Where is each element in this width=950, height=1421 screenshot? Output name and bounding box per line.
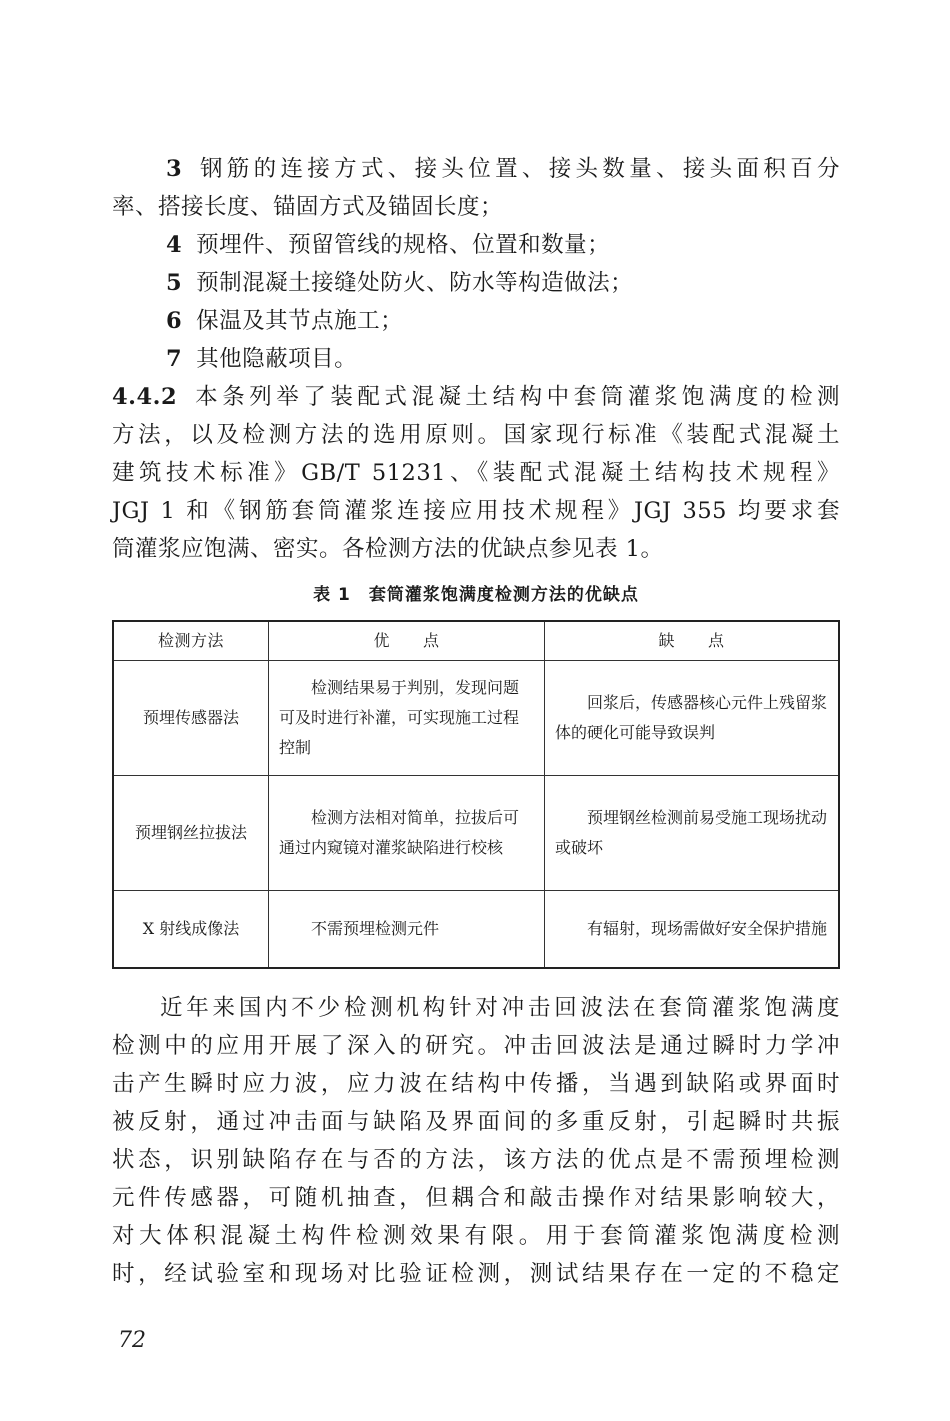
column-header: 缺 点	[545, 621, 840, 661]
list-item	[112, 264, 840, 302]
table-row	[113, 776, 839, 891]
item-number: 4	[166, 232, 183, 258]
item-text: 预制混凝土接缝处防火、防水等构造做法；	[196, 270, 634, 296]
paragraph-line: 状态，识别缺陷存在与否的方法，该方法的优点是不需预埋检测	[112, 1147, 840, 1173]
section-line: JGJ 1 和《钢筋套筒灌浆连接应用技术规程》JGJ 355 均要求套	[112, 498, 840, 524]
pros-cell: 不需预埋检测元件	[269, 891, 545, 969]
column-header: 检测方法	[113, 621, 269, 661]
item-text: 其他隐蔽项目。	[196, 346, 358, 372]
method-cell: X 射线成像法	[113, 891, 269, 969]
table-caption-title: 套筒灌浆饱满度检测方法的优缺点	[368, 585, 639, 605]
list-item	[112, 150, 840, 188]
cons-cell: 回浆后，传感器核心元件上残留浆体的硬化可能导致误判	[545, 661, 840, 776]
column-header: 优 点	[269, 621, 545, 661]
section-4-4-2	[112, 378, 840, 568]
item-number: 7	[166, 346, 183, 372]
item-text: 保温及其节点施工；	[196, 308, 404, 334]
section-number: 4.4.2	[112, 384, 178, 410]
item-list	[112, 150, 840, 378]
list-item	[112, 340, 840, 378]
table-caption	[112, 580, 840, 610]
item-number: 5	[166, 270, 183, 296]
method-cell: 预埋钢丝拉拔法	[113, 776, 269, 891]
section-line: 筒灌浆应饱满、密实。各检测方法的优缺点参见表 1。	[112, 536, 664, 562]
section-line: 建筑技术标准》GB/T 51231、《装配式混凝土结构技术规程》	[112, 460, 840, 486]
paragraph-line: 检测中的应用开展了深入的研究。冲击回波法是通过瞬时力学冲	[112, 1033, 840, 1059]
table-header-row	[113, 621, 839, 661]
cons-cell: 预埋钢丝检测前易受施工现场扰动或破坏	[545, 776, 840, 891]
section-line	[112, 378, 840, 416]
methods-table	[112, 620, 840, 969]
list-item	[112, 226, 840, 264]
table-caption-label: 表 1	[313, 585, 351, 605]
paragraph-line: 近年来国内不少检测机构针对冲击回波法在套筒灌浆饱满度	[160, 995, 840, 1021]
item-text: 钢筋的连接方式、接头位置、接头数量、接头面积百分	[196, 156, 840, 182]
paragraph-line: 时，经试验室和现场对比验证检测，测试结果存在一定的不稳定	[112, 1261, 840, 1287]
paragraph-line: 元件传感器，可随机抽查，但耦合和敲击操作对结果影响较大，	[112, 1185, 840, 1211]
item-text: 预埋件、预留管线的规格、位置和数量；	[196, 232, 611, 258]
page-number: 72	[118, 1328, 146, 1353]
pros-cell: 检测结果易于判别，发现问题可及时进行补灌，可实现施工过程控制	[269, 661, 545, 776]
page-body	[112, 150, 840, 1293]
section-line: 方法，以及检测方法的选用原则。国家现行标准《装配式混凝土	[112, 422, 840, 448]
item-number: 6	[166, 308, 183, 334]
section-text: 本条列举了装配式混凝土结构中套筒灌浆饱满度的检测	[191, 384, 840, 410]
paragraph-line: 被反射，通过冲击面与缺陷及界面间的多重反射，引起瞬时共振	[112, 1109, 840, 1135]
paragraph-line: 对大体积混凝土构件检测效果有限。用于套筒灌浆饱满度检测	[112, 1223, 840, 1249]
table-row	[113, 891, 839, 969]
body-paragraph	[112, 989, 840, 1293]
method-cell: 预埋传感器法	[113, 661, 269, 776]
item-number: 3	[166, 156, 183, 182]
paragraph-line: 击产生瞬时应力波，应力波在结构中传播，当遇到缺陷或界面时	[112, 1071, 840, 1097]
pros-cell: 检测方法相对简单，拉拔后可通过内窥镜对灌浆缺陷进行校核	[269, 776, 545, 891]
cons-cell: 有辐射，现场需做好安全保护措施	[545, 891, 840, 969]
list-item-continuation: 率、搭接长度、锚固方式及锚固长度；	[112, 194, 504, 220]
list-item	[112, 302, 840, 340]
table-row	[113, 661, 839, 776]
